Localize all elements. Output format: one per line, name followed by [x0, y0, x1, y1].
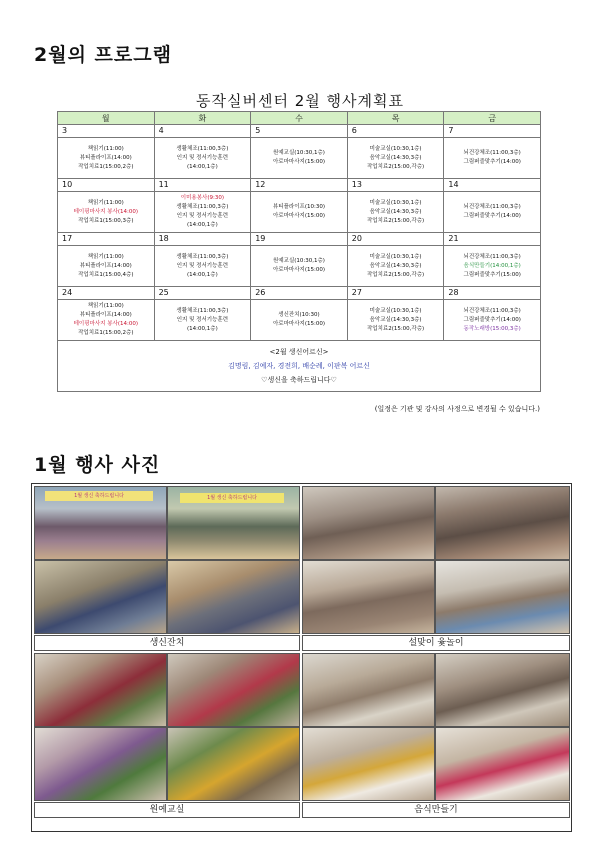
calendar-event: 음악교실(14:30,3층)	[369, 154, 422, 161]
birthday-names: 김명림, 김예자, 경전희, 배순례, 이판복 어르신	[228, 362, 370, 370]
calendar-event: 생활체조(11:00,3층)	[176, 253, 229, 260]
calendar-date: 17	[58, 233, 155, 246]
calendar-events-row	[58, 300, 541, 341]
calendar-day-events	[58, 246, 155, 287]
calendar-event: 작업치료2(15:00,각층)	[366, 325, 425, 332]
caption-gardening: 원예교실	[34, 802, 300, 818]
calendar-event: 작업치료1(15:00,2층)	[78, 330, 134, 336]
calendar-day-events	[347, 300, 444, 341]
birthday-banner-1: 1월 생신 축하드립니다	[45, 491, 153, 501]
schedule-change-note: (일정은 기관 및 강사의 사정으로 변경될 수 있습니다.)	[374, 405, 540, 413]
header-tue: 화	[154, 112, 251, 125]
calendar-event: 음악교실(14:30,3층)	[369, 316, 422, 323]
calendar-events-row	[58, 246, 541, 287]
calendar-header-row	[58, 112, 541, 125]
calendar-day-events	[444, 192, 541, 233]
calendar-event: 이미용봉사(9:30)	[180, 195, 224, 201]
calendar-date-row	[58, 233, 541, 246]
calendar-date: 13	[347, 179, 444, 192]
calendar-date: 3	[58, 125, 155, 138]
calendar-date: 20	[347, 233, 444, 246]
calendar-event: (14:00,1층)	[187, 271, 218, 278]
photo-yutnori-4	[435, 560, 570, 634]
calendar-event: 테이핑마사지 봉사(14:00)	[73, 321, 138, 327]
calendar-event: 인지 및 정서기능훈련	[176, 154, 229, 161]
calendar-day-events	[444, 138, 541, 179]
calendar-date: 24	[58, 287, 155, 300]
calendar-date: 11	[154, 179, 251, 192]
calendar-events-row	[58, 138, 541, 179]
calendar-event: 뇌건강체조(11:00,3층)	[463, 307, 521, 314]
birthday-congrats: ♡생신을 축하드립니다♡	[261, 376, 337, 384]
calendar-day-events	[347, 138, 444, 179]
caption-yutnori: 설맞이 윷놀이	[302, 635, 570, 651]
calendar-event: (14:00,1층)	[187, 163, 218, 170]
calendar-day-events	[347, 246, 444, 287]
calendar-date-row	[58, 125, 541, 138]
calendar-day-events	[444, 246, 541, 287]
calendar-event: 인지 및 정서기능훈련	[176, 262, 229, 269]
photo-cooking-2	[435, 653, 570, 727]
section-title-january-photos: 1월 행사 사진	[34, 454, 161, 476]
calendar-event: 생신잔치(10:30)	[278, 312, 320, 318]
calendar-event: (14:00,1층)	[187, 325, 218, 332]
calendar-event: 미술교실(10:30,1층)	[369, 307, 422, 314]
calendar-event: 생활체조(11:00,3층)	[176, 307, 229, 314]
photo-yutnori-3	[302, 560, 435, 634]
calendar-date: 21	[444, 233, 541, 246]
calendar-event: 책읽기(11:00)	[87, 253, 124, 260]
calendar-event: 뇌건강체조(11:00,3층)	[463, 253, 521, 260]
calendar-day-events	[154, 300, 251, 341]
calendar-day-events	[347, 192, 444, 233]
calendar-date: 25	[154, 287, 251, 300]
calendar-event: 작업치료2(15:00,각층)	[366, 271, 425, 278]
header-thu: 목	[347, 112, 444, 125]
calendar-day-events	[58, 300, 155, 341]
calendar-event: 뇌건강체조(11:00,3층)	[463, 150, 521, 156]
calendar-event: 그림퍼즐맞추기(14:00)	[463, 159, 521, 165]
calendar-event: 작업치료2(15:00,각층)	[366, 217, 425, 224]
calendar-event: 작업치료1(15:00,2층)	[78, 163, 134, 170]
calendar-date-row	[58, 179, 541, 192]
calendar-event: 미술교실(10:30,1층)	[369, 199, 422, 206]
calendar-event: 그림퍼즐맞추기(14:00)	[463, 316, 521, 323]
calendar-title: 동작실버센터 2월 행사계획표	[196, 92, 404, 110]
calendar-date: 27	[347, 287, 444, 300]
calendar-event: 작업치료2(15:00,각층)	[366, 163, 425, 170]
photo-birthday-4	[167, 560, 300, 634]
calendar-date: 12	[251, 179, 348, 192]
calendar-event: 뇌건강체조(11:00,3층)	[463, 204, 521, 210]
calendar-event: 테이핑마사지 봉사(14:00)	[73, 208, 138, 215]
calendar-event: 그림퍼즐맞추기(14:00)	[463, 213, 521, 219]
calendar-date: 5	[251, 125, 348, 138]
calendar-date: 28	[444, 287, 541, 300]
calendar-date: 18	[154, 233, 251, 246]
photo-yutnori-2	[435, 486, 570, 560]
calendar-event: 생활체조(11:00,3층)	[176, 145, 229, 152]
calendar-date: 6	[347, 125, 444, 138]
calendar-event: 원예교실(10:30,1층)	[273, 258, 325, 264]
calendar-event: 그림퍼즐맞추기(15:00)	[463, 271, 521, 278]
photo-yutnori-1	[302, 486, 435, 560]
birthday-notice	[58, 341, 541, 392]
birthday-banner-2: 1월 생신 축하드립니다	[180, 493, 284, 503]
calendar-event: 책읽기(11:00)	[87, 303, 124, 309]
calendar-event: 책읽기(11:00)	[87, 145, 124, 152]
photo-gardening-2	[167, 653, 300, 727]
calendar-date: 7	[444, 125, 541, 138]
calendar-date: 4	[154, 125, 251, 138]
calendar-event: 동작노래방(15:00,3층)	[463, 325, 521, 332]
calendar-event: 뷰티플라이프(14:00)	[79, 312, 132, 318]
calendar-date: 19	[251, 233, 348, 246]
calendar-date: 26	[251, 287, 348, 300]
photo-birthday-3	[34, 560, 167, 634]
photo-gallery	[31, 483, 572, 832]
calendar-event: 원예교실(10:30,1층)	[273, 150, 325, 156]
calendar-body	[58, 125, 541, 341]
calendar-day-events	[154, 192, 251, 233]
calendar-event: 작업치료1(15:00,4층)	[78, 271, 134, 278]
calendar-event: 인지 및 정서기능훈련	[176, 213, 229, 219]
calendar-day-events	[58, 192, 155, 233]
calendar-event: 미술교실(10:30,1층)	[369, 253, 422, 260]
calendar-day-events	[154, 138, 251, 179]
header-mon: 월	[58, 112, 155, 125]
photo-birthday-2	[167, 486, 300, 560]
calendar-day-events	[251, 192, 348, 233]
photo-cooking-1	[302, 653, 435, 727]
calendar-day-events	[58, 138, 155, 179]
calendar-event: 음악교실(14:30,3층)	[369, 262, 422, 269]
calendar-event: 뷰티플라이프(14:00)	[79, 262, 132, 269]
header-fri: 금	[444, 112, 541, 125]
calendar-event: (14:00,1층)	[187, 222, 218, 228]
calendar-day-events	[251, 138, 348, 179]
photo-birthday-1	[34, 486, 167, 560]
calendar-event: 아로마마사지(15:00)	[272, 321, 325, 327]
photo-gardening-1	[34, 653, 167, 727]
calendar-event: 책읽기(11:00)	[87, 199, 124, 206]
calendar-day-events	[251, 300, 348, 341]
section-title-february-program: 2월의 프로그램	[34, 44, 172, 66]
calendar-event: 작업치료1(15:00,3층)	[78, 217, 134, 224]
calendar-event: 음식만들기(14:00,1층)	[463, 262, 521, 269]
calendar-day-events	[444, 300, 541, 341]
photo-cooking-3	[302, 727, 435, 801]
calendar-date: 14	[444, 179, 541, 192]
calendar-day-events	[251, 246, 348, 287]
caption-birthday-party: 생신잔치	[34, 635, 300, 651]
calendar-event: 미술교실(10:30,1층)	[369, 145, 422, 152]
calendar-day-events	[154, 246, 251, 287]
calendar-event: 아로마마사지(15:00)	[272, 267, 325, 273]
calendar-event: 뷰티플라이프(14:00)	[79, 154, 132, 161]
calendar-event: 뷰티플라이프(10:30)	[272, 204, 325, 210]
calendar-event: 아로마마사지(15:00)	[272, 213, 325, 219]
calendar-date-row	[58, 287, 541, 300]
calendar-date: 10	[58, 179, 155, 192]
photo-gardening-3	[34, 727, 167, 801]
birthday-heading: <2월 생신어르신>	[269, 348, 329, 356]
calendar-event: 아로마마사지(15:00)	[272, 159, 325, 165]
calendar-event: 음악교실(14:30,3층)	[369, 208, 422, 215]
calendar-events-row	[58, 192, 541, 233]
caption-cooking: 음식만들기	[302, 802, 570, 818]
header-wed: 수	[251, 112, 348, 125]
photo-gardening-4	[167, 727, 300, 801]
event-calendar-table	[57, 111, 541, 392]
photo-cooking-4	[435, 727, 570, 801]
calendar-event: 인지 및 정서기능훈련	[176, 316, 229, 323]
calendar-event: 생활체조(11:00,3층)	[176, 204, 229, 210]
